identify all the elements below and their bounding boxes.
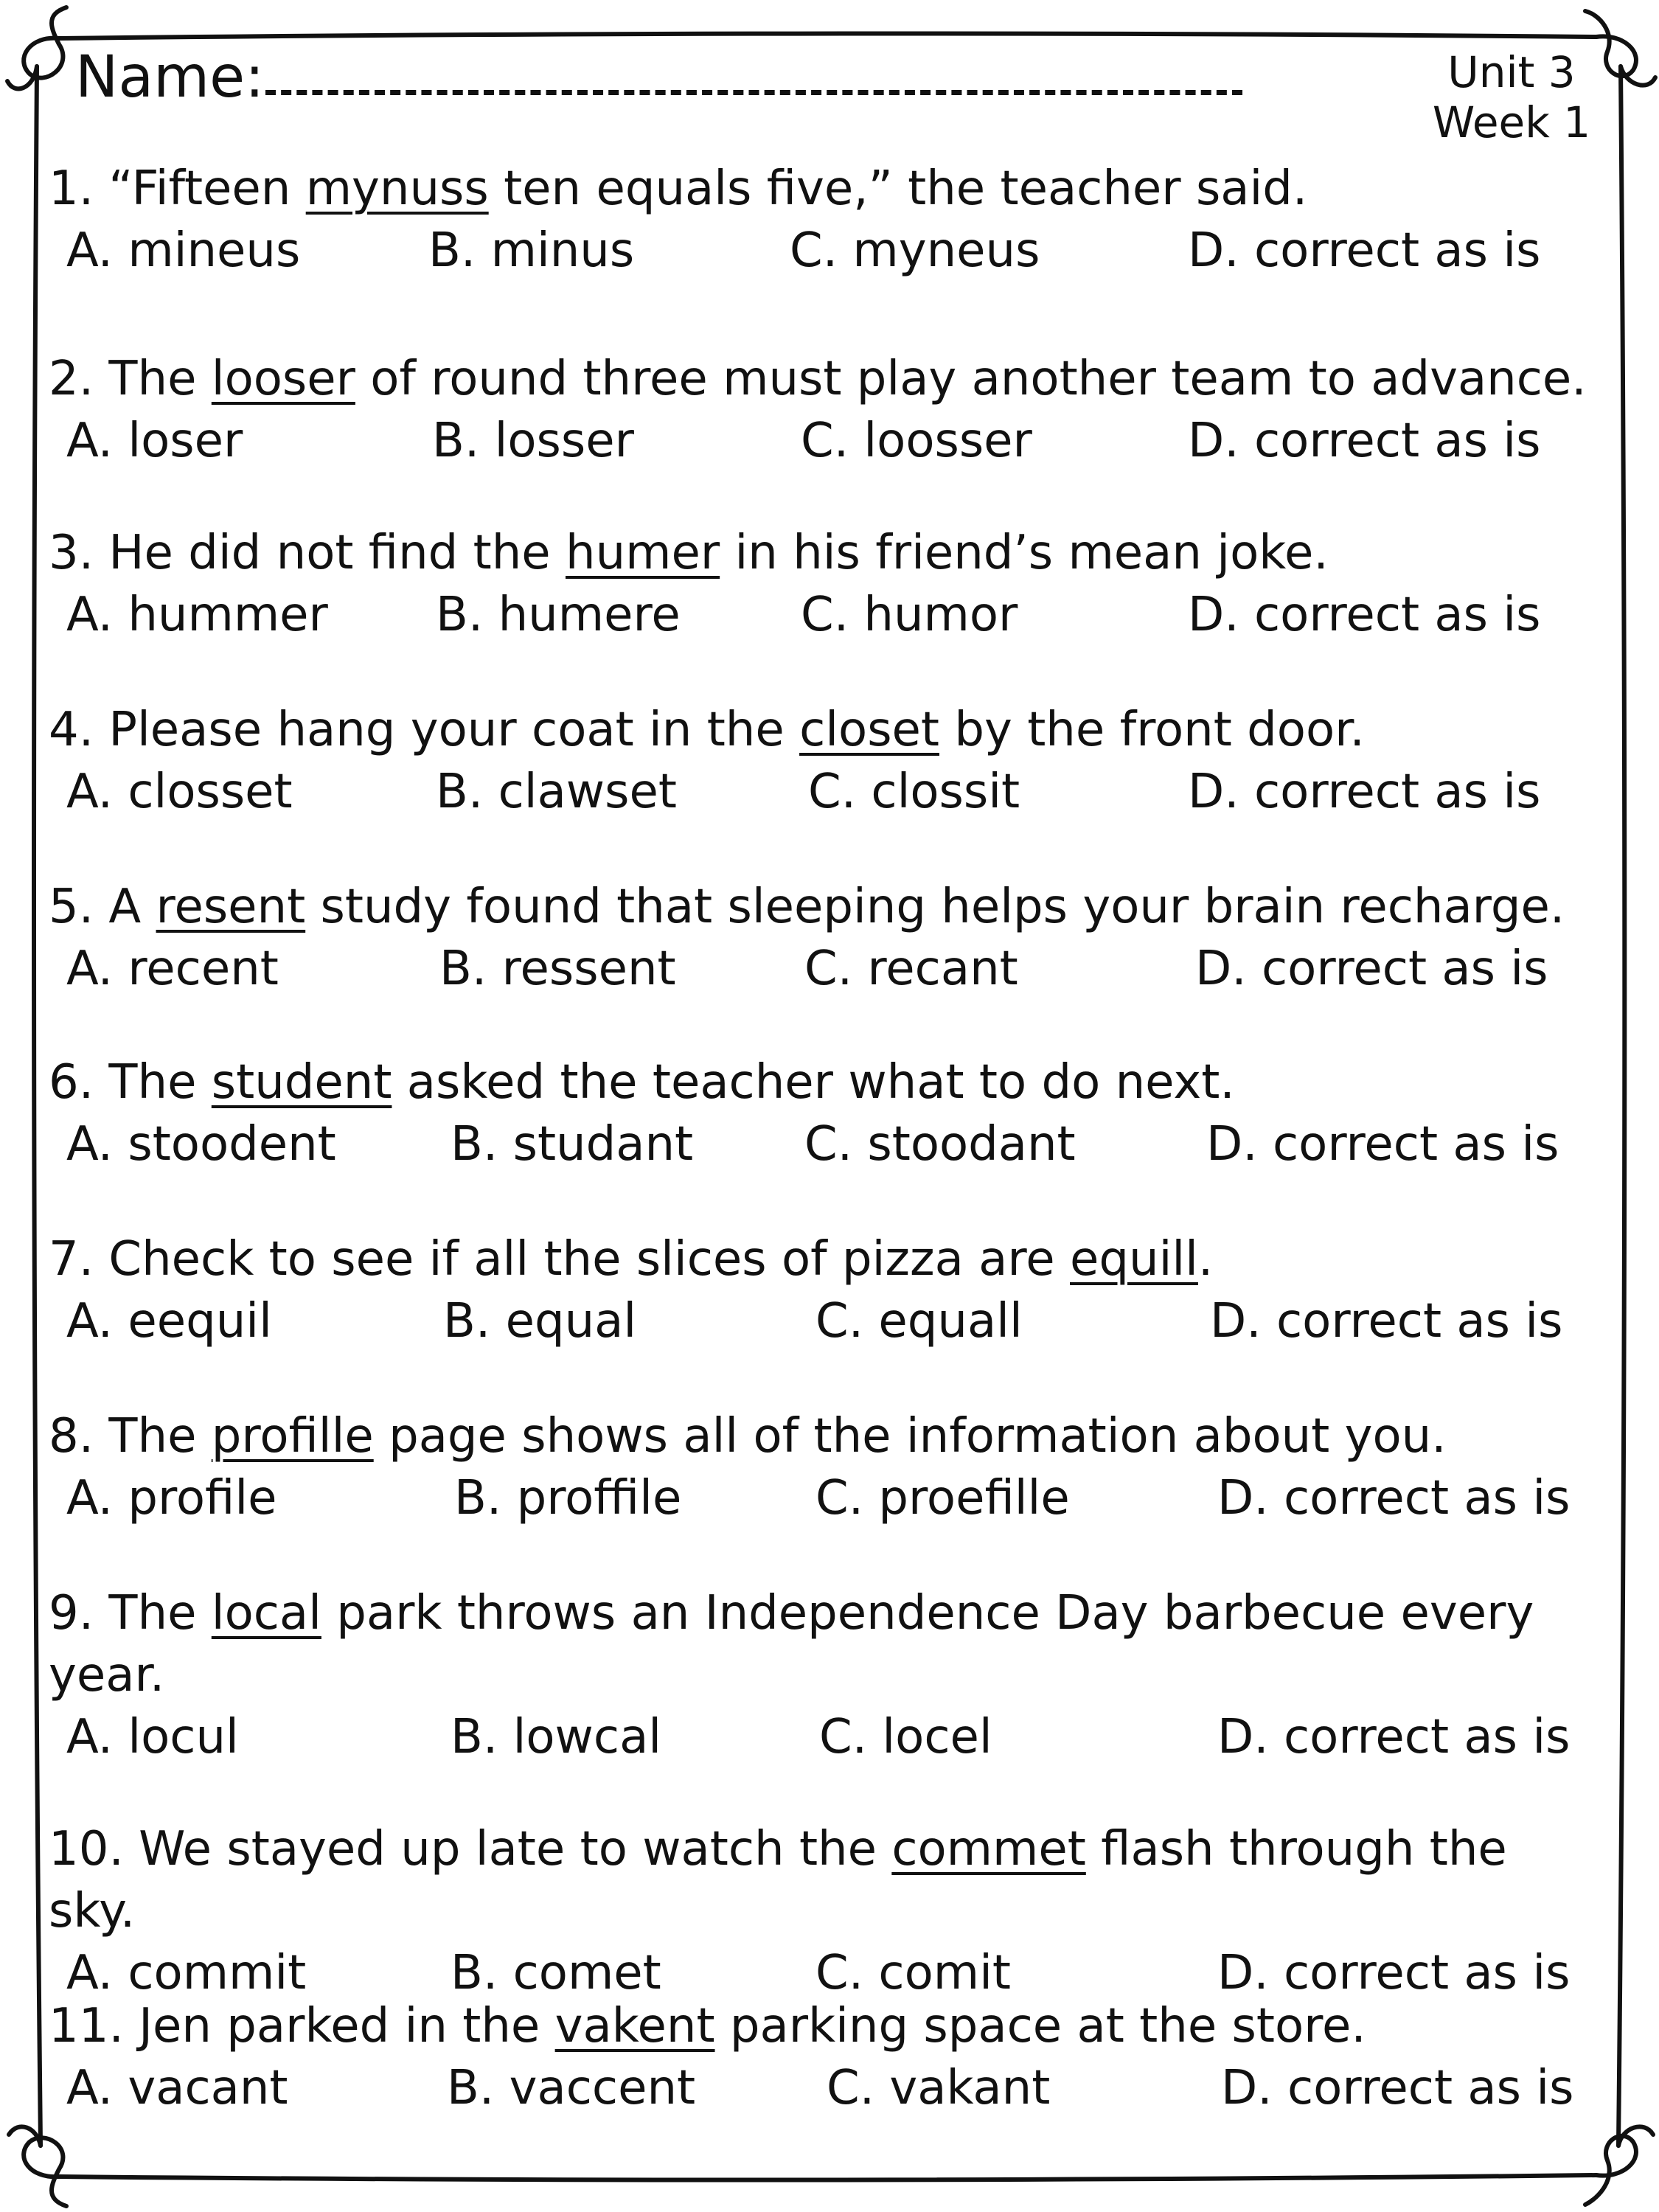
choice-c[interactable]: C. stoodant (804, 1117, 1076, 1172)
choice-a[interactable]: A. vacant (66, 2061, 288, 2115)
underlined-word: student (211, 1055, 392, 1110)
name-blank-line[interactable] (265, 90, 1242, 95)
answer-choices (49, 2057, 1597, 2119)
choice-a[interactable]: A. profile (66, 1471, 277, 1526)
stem-text-before: Jen parked in the (123, 1999, 555, 2053)
question-stem (49, 699, 1597, 761)
choice-c[interactable]: C. humor (801, 588, 1018, 642)
question-9 (49, 1582, 1597, 1768)
answer-choices (49, 1706, 1597, 1768)
question-2 (49, 348, 1597, 472)
question-stem (49, 1051, 1597, 1113)
choice-c[interactable]: C. loosser (801, 414, 1032, 468)
answer-choices (49, 584, 1597, 646)
stem-text-after: . (1197, 1232, 1214, 1287)
choice-d[interactable]: D. correct as is (1210, 1294, 1563, 1349)
choice-c[interactable]: C. comit (815, 1946, 1011, 2000)
choice-d[interactable]: D. correct as is (1188, 765, 1541, 819)
question-4 (49, 699, 1597, 823)
question-stem (49, 876, 1597, 938)
answer-choices (49, 1290, 1597, 1352)
choice-b[interactable]: B. studant (451, 1117, 694, 1172)
question-11 (49, 1995, 1597, 2119)
question-number: 5. (49, 880, 94, 934)
question-stem (49, 158, 1597, 220)
answer-choices (49, 220, 1597, 282)
question-5 (49, 876, 1597, 1000)
choice-b[interactable]: B. vaccent (447, 2061, 696, 2115)
underlined-word: vakent (554, 1999, 715, 2053)
underlined-word: local (211, 1586, 321, 1641)
question-stem (49, 1818, 1597, 1942)
week-label: Week 1 (1432, 97, 1591, 147)
stem-text-after: parking space at the store. (714, 1999, 1366, 2053)
choice-b[interactable]: B. proffile (454, 1471, 682, 1526)
underlined-word: looser (211, 352, 355, 406)
question-number: 2. (49, 352, 94, 406)
choice-a[interactable]: A. eequil (66, 1294, 272, 1349)
choice-c[interactable]: C. locel (819, 1710, 992, 1764)
underlined-word: commet (891, 1822, 1086, 1877)
underlined-word: closet (799, 703, 939, 757)
name-label: Name: (75, 44, 265, 111)
question-stem (49, 1228, 1597, 1290)
choice-d[interactable]: D. correct as is (1188, 223, 1541, 278)
question-stem (49, 348, 1597, 410)
choice-a[interactable]: A. mineus (66, 223, 301, 278)
choice-d[interactable]: D. correct as is (1217, 1471, 1571, 1526)
stem-text-before: The (94, 1586, 212, 1641)
stem-text-after: flash through the sky. (49, 1822, 1507, 1938)
choice-c[interactable]: C. equall (815, 1294, 1023, 1349)
underlined-word: equill (1070, 1232, 1198, 1287)
unit-label: Unit 3 (1447, 47, 1576, 97)
answer-choices (49, 1467, 1597, 1529)
stem-text-after: of round three must play another team to advance. (355, 352, 1587, 406)
choice-a[interactable]: A. stoodent (66, 1117, 336, 1172)
underlined-word: mynuss (305, 161, 489, 216)
question-stem (49, 522, 1597, 584)
choice-d[interactable]: D. correct as is (1195, 942, 1548, 996)
question-number: 11. (49, 1999, 124, 2053)
question-number: 3. (49, 526, 94, 580)
stem-text-before: He did not find the (94, 526, 566, 580)
stem-text-before: The (94, 1409, 212, 1464)
choice-d[interactable]: D. correct as is (1188, 588, 1541, 642)
choice-b[interactable]: B. equal (443, 1294, 637, 1349)
stem-text-after: page shows all of the information about you. (373, 1409, 1447, 1464)
choice-c[interactable]: C. clossit (808, 765, 1020, 819)
choice-d[interactable]: D. correct as is (1217, 1710, 1571, 1764)
stem-text-before: A (94, 880, 156, 934)
choice-b[interactable]: B. humere (436, 588, 681, 642)
choice-c[interactable]: C. recant (804, 942, 1018, 996)
stem-text-after: study found that sleeping helps your brain recharge. (305, 880, 1565, 934)
stem-text-before: Check to see if all the slices of pizza are (94, 1232, 1070, 1287)
underlined-word: resent (156, 880, 306, 934)
question-6 (49, 1051, 1597, 1175)
stem-text-after: asked the teacher what to do next. (392, 1055, 1235, 1110)
question-stem (49, 1405, 1597, 1467)
stem-text-before: “Fifteen (94, 161, 306, 216)
question-7 (49, 1228, 1597, 1352)
question-number: 9. (49, 1586, 94, 1641)
stem-text-before: The (94, 1055, 212, 1110)
question-number: 1. (49, 161, 94, 216)
choice-a[interactable]: A. recent (66, 942, 279, 996)
answer-choices (49, 1113, 1597, 1175)
question-10 (49, 1818, 1597, 2004)
choice-a[interactable]: A. commit (66, 1946, 307, 2000)
choice-c[interactable]: C. vakant (827, 2061, 1051, 2115)
question-stem (49, 1995, 1597, 2057)
answer-choices (49, 938, 1597, 1000)
question-number: 4. (49, 703, 94, 757)
choice-b[interactable]: B. minus (428, 223, 635, 278)
unit-week-label (1401, 47, 1622, 147)
choice-a[interactable]: A. locul (66, 1710, 239, 1764)
choice-d[interactable]: D. correct as is (1221, 2061, 1574, 2115)
choice-c[interactable]: C. myneus (790, 223, 1040, 278)
question-stem (49, 1582, 1582, 1706)
stem-text-after: park throws an Independence Day barbecue every year. (49, 1586, 1534, 1703)
choice-b[interactable]: B. ressent (439, 942, 676, 996)
question-number: 7. (49, 1232, 94, 1287)
stem-text-after: by the front door. (939, 703, 1365, 757)
question-number: 10. (49, 1822, 124, 1877)
question-number: 8. (49, 1409, 94, 1464)
choice-a[interactable]: A. loser (66, 414, 243, 468)
answer-choices (49, 410, 1597, 472)
stem-text-before: The (94, 352, 212, 406)
choice-d[interactable]: D. correct as is (1206, 1117, 1559, 1172)
choice-d[interactable]: D. correct as is (1217, 1946, 1571, 2000)
answer-choices (49, 761, 1597, 823)
choice-b[interactable]: B. lowcal (451, 1710, 662, 1764)
choice-a[interactable]: A. hummer (66, 588, 328, 642)
choice-d[interactable]: D. correct as is (1188, 414, 1541, 468)
choice-b[interactable]: B. comet (451, 1946, 661, 2000)
choice-b[interactable]: B. losser (432, 414, 634, 468)
underlined-word: humer (566, 526, 720, 580)
question-8 (49, 1405, 1597, 1529)
stem-text-before: Please hang your coat in the (94, 703, 800, 757)
stem-text-after: ten equals five,” the teacher said. (488, 161, 1308, 216)
choice-a[interactable]: A. closset (66, 765, 293, 819)
stem-text-before: We stayed up late to watch the (123, 1822, 892, 1877)
choice-b[interactable]: B. clawset (436, 765, 677, 819)
underlined-word: profille (211, 1409, 374, 1464)
question-1 (49, 158, 1597, 282)
stem-text-after: in his friend’s mean joke. (720, 526, 1329, 580)
question-number: 6. (49, 1055, 94, 1110)
choice-c[interactable]: C. proefille (815, 1471, 1070, 1526)
question-3 (49, 522, 1597, 646)
